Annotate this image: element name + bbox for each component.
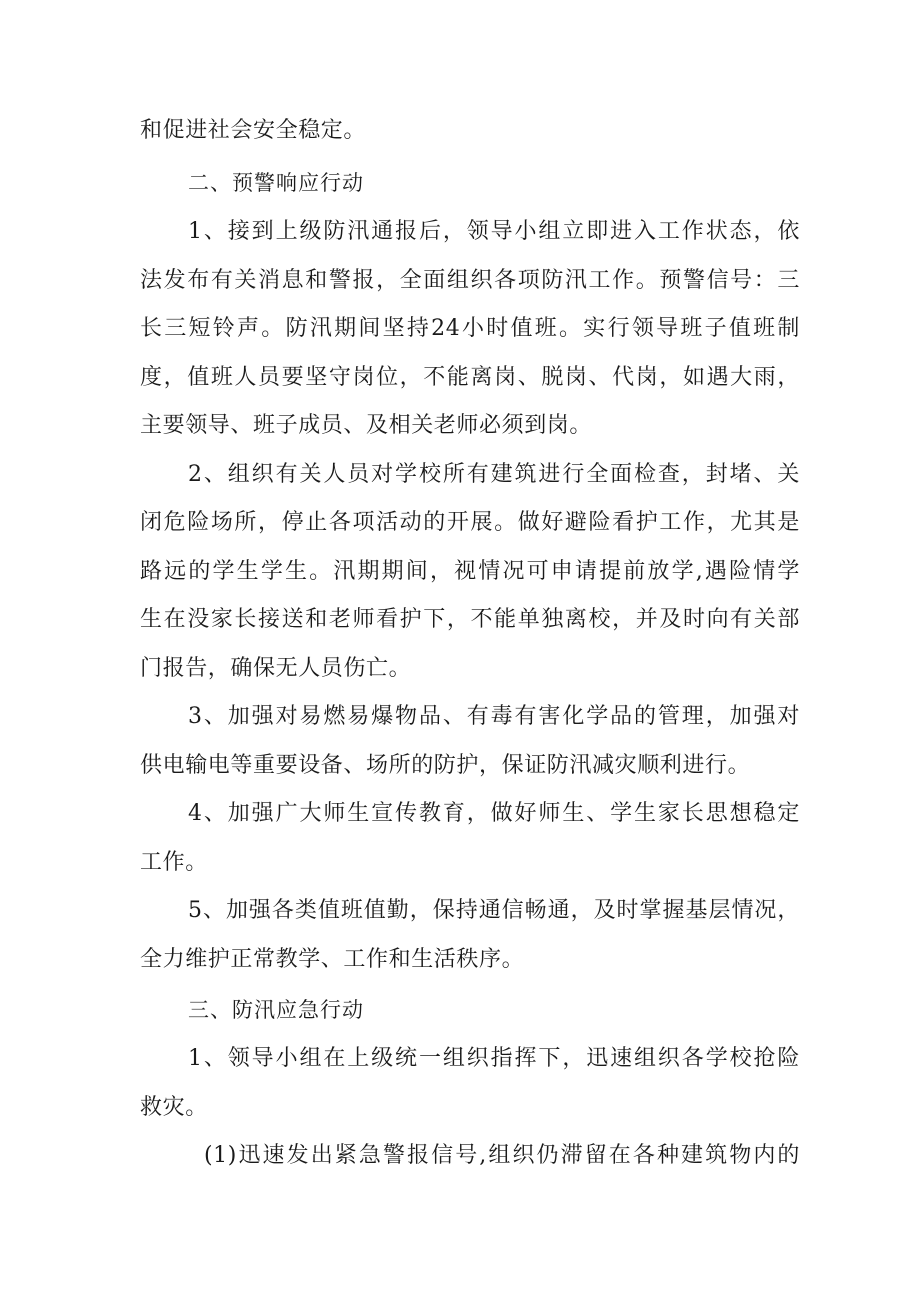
paragraph-line: 1、接到上级防汛通报后，领导小组立即进入工作状态，依 bbox=[188, 219, 800, 244]
paragraph-line: 法发布有关消息和警报，全面组织各项防汛工作。预警信号：三 bbox=[140, 268, 800, 293]
paragraph-line: 全力维护正常教学、工作和生活秩序。 bbox=[140, 947, 525, 972]
paragraph-line: 4、加强广大师生宣传教育，做好师生、学生家长思想稳定 bbox=[188, 801, 800, 826]
paragraph-line: 主要领导、班子成员、及相关老师必须到岗。 bbox=[140, 413, 593, 438]
paragraph-line: 工作。 bbox=[140, 850, 208, 875]
paragraph-line: 2、组织有关人员对学校所有建筑进行全面检查，封堵、关 bbox=[188, 462, 800, 487]
paragraph-line: 闭危险场所，停止各项活动的开展。做好避险看护工作，尤其是 bbox=[140, 510, 800, 535]
continuation-line: 和促进社会安全稳定。 bbox=[140, 118, 367, 143]
paragraph-line: 3、加强对易燃易爆物品、有毒有害化学品的管理，加强对 bbox=[188, 704, 800, 729]
paragraph-line: 长三短铃声。防汛期间坚持24小时值班。实行领导班子值班制 bbox=[140, 316, 800, 341]
paragraph-line: 供电输电等重要设备、场所的防护，保证防汛减灾顺利进行。 bbox=[140, 753, 751, 778]
paragraph-line: 路远的学生学生。汛期期间，视情况可申请提前放学,遇险情学 bbox=[140, 559, 800, 584]
paragraph-line: 度，值班人员要坚守岗位，不能离岗、脱岗、代岗，如遇大雨， bbox=[140, 365, 800, 390]
paragraph-line: 救灾。 bbox=[140, 1095, 208, 1120]
paragraph-line: 门报告，确保无人员伤亡。 bbox=[140, 656, 412, 681]
sub-item-line: (1)迅速发出紧急警报信号,组织仍滞留在各种建筑物内的 bbox=[204, 1143, 800, 1168]
section-heading-warning-response: 二、预警响应行动 bbox=[188, 171, 364, 195]
paragraph-line: 5、加强各类值班值勤，保持通信畅通，及时掌握基层情况， bbox=[188, 898, 800, 923]
paragraph-line: 1、领导小组在上级统一组织指挥下，迅速组织各学校抢险 bbox=[188, 1046, 800, 1071]
paragraph-line: 生在没家长接送和老师看护下，不能单独离校，并及时向有关部 bbox=[140, 607, 800, 632]
section-heading-emergency-action: 三、防汛应急行动 bbox=[188, 998, 364, 1022]
